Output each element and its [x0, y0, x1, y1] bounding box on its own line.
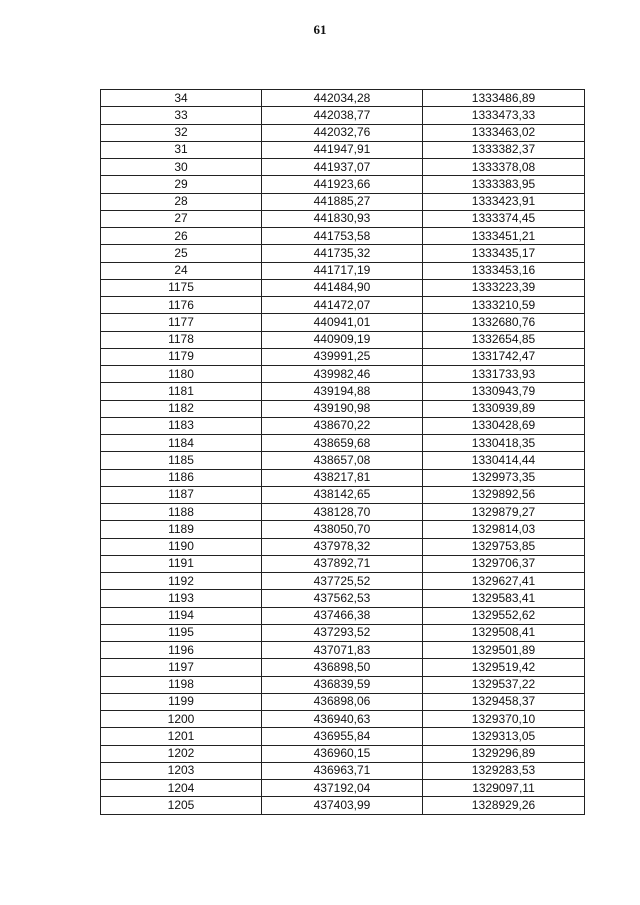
point-number-cell: 1186: [101, 469, 262, 486]
x-coordinate-cell: 439190,98: [262, 400, 423, 417]
table-row: [101, 383, 585, 400]
point-number-cell: 32: [101, 124, 262, 141]
x-coordinate-cell: 436940,63: [262, 711, 423, 728]
x-coordinate-cell: 439982,46: [262, 366, 423, 383]
point-number-cell: 1205: [101, 797, 262, 814]
table-row: [101, 124, 585, 141]
x-coordinate-cell: 441735,32: [262, 245, 423, 262]
y-coordinate-cell: 1329583,41: [423, 590, 585, 607]
point-number-cell: 30: [101, 159, 262, 176]
point-number-cell: 1191: [101, 555, 262, 572]
y-coordinate-cell: 1333423,91: [423, 193, 585, 210]
x-coordinate-cell: 438217,81: [262, 469, 423, 486]
y-coordinate-cell: 1331742,47: [423, 348, 585, 365]
x-coordinate-cell: 437892,71: [262, 555, 423, 572]
y-coordinate-cell: 1332654,85: [423, 331, 585, 348]
y-coordinate-cell: 1329097,11: [423, 780, 585, 797]
table-row: [101, 452, 585, 469]
y-coordinate-cell: 1330939,89: [423, 400, 585, 417]
y-coordinate-cell: 1329973,35: [423, 469, 585, 486]
table-row: [101, 711, 585, 728]
table-row: [101, 745, 585, 762]
y-coordinate-cell: 1333473,33: [423, 107, 585, 124]
point-number-cell: 1187: [101, 486, 262, 503]
point-number-cell: 1198: [101, 676, 262, 693]
y-coordinate-cell: 1329519,42: [423, 659, 585, 676]
table-row: [101, 538, 585, 555]
x-coordinate-cell: 441717,19: [262, 262, 423, 279]
y-coordinate-cell: 1329627,41: [423, 573, 585, 590]
point-number-cell: 1188: [101, 504, 262, 521]
y-coordinate-cell: 1329814,03: [423, 521, 585, 538]
x-coordinate-cell: 441753,58: [262, 228, 423, 245]
x-coordinate-cell: 441923,66: [262, 176, 423, 193]
table-row: [101, 141, 585, 158]
x-coordinate-cell: 442038,77: [262, 107, 423, 124]
point-number-cell: 1185: [101, 452, 262, 469]
x-coordinate-cell: 437293,52: [262, 624, 423, 641]
point-number-cell: 1181: [101, 383, 262, 400]
y-coordinate-cell: 1329296,89: [423, 745, 585, 762]
point-number-cell: 1190: [101, 538, 262, 555]
point-number-cell: 33: [101, 107, 262, 124]
point-number-cell: 1203: [101, 762, 262, 779]
y-coordinate-cell: 1330428,69: [423, 417, 585, 434]
point-number-cell: 26: [101, 228, 262, 245]
y-coordinate-cell: 1333435,17: [423, 245, 585, 262]
point-number-cell: 1189: [101, 521, 262, 538]
point-number-cell: 1182: [101, 400, 262, 417]
point-number-cell: 1177: [101, 314, 262, 331]
x-coordinate-cell: 437192,04: [262, 780, 423, 797]
x-coordinate-cell: 437562,53: [262, 590, 423, 607]
x-coordinate-cell: 436839,59: [262, 676, 423, 693]
x-coordinate-cell: 437466,38: [262, 607, 423, 624]
point-number-cell: 1195: [101, 624, 262, 641]
x-coordinate-cell: 441472,07: [262, 297, 423, 314]
table-row: [101, 590, 585, 607]
point-number-cell: 1192: [101, 573, 262, 590]
x-coordinate-cell: 441830,93: [262, 210, 423, 227]
table-row: [101, 159, 585, 176]
point-number-cell: 29: [101, 176, 262, 193]
table-row: [101, 521, 585, 538]
x-coordinate-cell: 439194,88: [262, 383, 423, 400]
y-coordinate-cell: 1333463,02: [423, 124, 585, 141]
y-coordinate-cell: 1330943,79: [423, 383, 585, 400]
x-coordinate-cell: 437071,83: [262, 642, 423, 659]
table-row: [101, 573, 585, 590]
table-row: [101, 297, 585, 314]
point-number-cell: 1193: [101, 590, 262, 607]
point-number-cell: 1199: [101, 693, 262, 710]
x-coordinate-cell: 437725,52: [262, 573, 423, 590]
y-coordinate-cell: 1329552,62: [423, 607, 585, 624]
x-coordinate-cell: 441947,91: [262, 141, 423, 158]
x-coordinate-cell: 438657,08: [262, 452, 423, 469]
table-row: [101, 728, 585, 745]
y-coordinate-cell: 1329706,37: [423, 555, 585, 572]
x-coordinate-cell: 438050,70: [262, 521, 423, 538]
table-row: [101, 279, 585, 296]
table-row: [101, 435, 585, 452]
table-row: [101, 504, 585, 521]
table-row: [101, 366, 585, 383]
y-coordinate-cell: 1333453,16: [423, 262, 585, 279]
table-row: [101, 607, 585, 624]
point-number-cell: 1200: [101, 711, 262, 728]
point-number-cell: 1176: [101, 297, 262, 314]
page-number: 61: [313, 22, 327, 37]
table-row: [101, 676, 585, 693]
table-row: [101, 210, 585, 227]
x-coordinate-cell: 441484,90: [262, 279, 423, 296]
x-coordinate-cell: 440909,19: [262, 331, 423, 348]
table-row: [101, 797, 585, 814]
x-coordinate-cell: 436898,06: [262, 693, 423, 710]
y-coordinate-cell: 1329508,41: [423, 624, 585, 641]
x-coordinate-cell: 436898,50: [262, 659, 423, 676]
coordinates-table: [100, 89, 585, 815]
point-number-cell: 31: [101, 141, 262, 158]
x-coordinate-cell: 437403,99: [262, 797, 423, 814]
y-coordinate-cell: 1332680,76: [423, 314, 585, 331]
table-row: [101, 417, 585, 434]
x-coordinate-cell: 438142,65: [262, 486, 423, 503]
table-row: [101, 469, 585, 486]
point-number-cell: 24: [101, 262, 262, 279]
y-coordinate-cell: 1333374,45: [423, 210, 585, 227]
x-coordinate-cell: 436960,15: [262, 745, 423, 762]
x-coordinate-cell: 439991,25: [262, 348, 423, 365]
table-row: [101, 176, 585, 193]
x-coordinate-cell: 442032,76: [262, 124, 423, 141]
x-coordinate-cell: 436963,71: [262, 762, 423, 779]
point-number-cell: 1196: [101, 642, 262, 659]
point-number-cell: 27: [101, 210, 262, 227]
point-number-cell: 25: [101, 245, 262, 262]
table-row: [101, 90, 585, 107]
x-coordinate-cell: 437978,32: [262, 538, 423, 555]
x-coordinate-cell: 438670,22: [262, 417, 423, 434]
x-coordinate-cell: 438659,68: [262, 435, 423, 452]
y-coordinate-cell: 1333223,39: [423, 279, 585, 296]
y-coordinate-cell: 1329892,56: [423, 486, 585, 503]
y-coordinate-cell: 1329458,37: [423, 693, 585, 710]
y-coordinate-cell: 1329537,22: [423, 676, 585, 693]
y-coordinate-cell: 1328929,26: [423, 797, 585, 814]
x-coordinate-cell: 441937,07: [262, 159, 423, 176]
table-row: [101, 555, 585, 572]
table-row: [101, 762, 585, 779]
point-number-cell: 1202: [101, 745, 262, 762]
table-row: [101, 331, 585, 348]
table-row: [101, 486, 585, 503]
table-row: [101, 400, 585, 417]
table-row: [101, 193, 585, 210]
y-coordinate-cell: 1333383,95: [423, 176, 585, 193]
point-number-cell: 1175: [101, 279, 262, 296]
y-coordinate-cell: 1329313,05: [423, 728, 585, 745]
table-row: [101, 348, 585, 365]
point-number-cell: 34: [101, 90, 262, 107]
table-row: [101, 624, 585, 641]
point-number-cell: 1201: [101, 728, 262, 745]
table-row: [101, 780, 585, 797]
y-coordinate-cell: 1333382,37: [423, 141, 585, 158]
point-number-cell: 1178: [101, 331, 262, 348]
coordinates-table-body: [101, 90, 585, 815]
y-coordinate-cell: 1329283,53: [423, 762, 585, 779]
y-coordinate-cell: 1330418,35: [423, 435, 585, 452]
point-number-cell: 1179: [101, 348, 262, 365]
x-coordinate-cell: 438128,70: [262, 504, 423, 521]
point-number-cell: 1204: [101, 780, 262, 797]
table-row: [101, 245, 585, 262]
y-coordinate-cell: 1330414,44: [423, 452, 585, 469]
y-coordinate-cell: 1333378,08: [423, 159, 585, 176]
table-row: [101, 262, 585, 279]
point-number-cell: 1180: [101, 366, 262, 383]
y-coordinate-cell: 1333486,89: [423, 90, 585, 107]
table-row: [101, 228, 585, 245]
table-row: [101, 659, 585, 676]
x-coordinate-cell: 440941,01: [262, 314, 423, 331]
point-number-cell: 1194: [101, 607, 262, 624]
table-row: [101, 642, 585, 659]
y-coordinate-cell: 1329753,85: [423, 538, 585, 555]
y-coordinate-cell: 1333210,59: [423, 297, 585, 314]
point-number-cell: 28: [101, 193, 262, 210]
point-number-cell: 1184: [101, 435, 262, 452]
x-coordinate-cell: 436955,84: [262, 728, 423, 745]
y-coordinate-cell: 1329501,89: [423, 642, 585, 659]
point-number-cell: 1183: [101, 417, 262, 434]
table-row: [101, 693, 585, 710]
table-row: [101, 107, 585, 124]
y-coordinate-cell: 1331733,93: [423, 366, 585, 383]
y-coordinate-cell: 1329879,27: [423, 504, 585, 521]
point-number-cell: 1197: [101, 659, 262, 676]
x-coordinate-cell: 441885,27: [262, 193, 423, 210]
y-coordinate-cell: 1333451,21: [423, 228, 585, 245]
x-coordinate-cell: 442034,28: [262, 90, 423, 107]
table-row: [101, 314, 585, 331]
y-coordinate-cell: 1329370,10: [423, 711, 585, 728]
